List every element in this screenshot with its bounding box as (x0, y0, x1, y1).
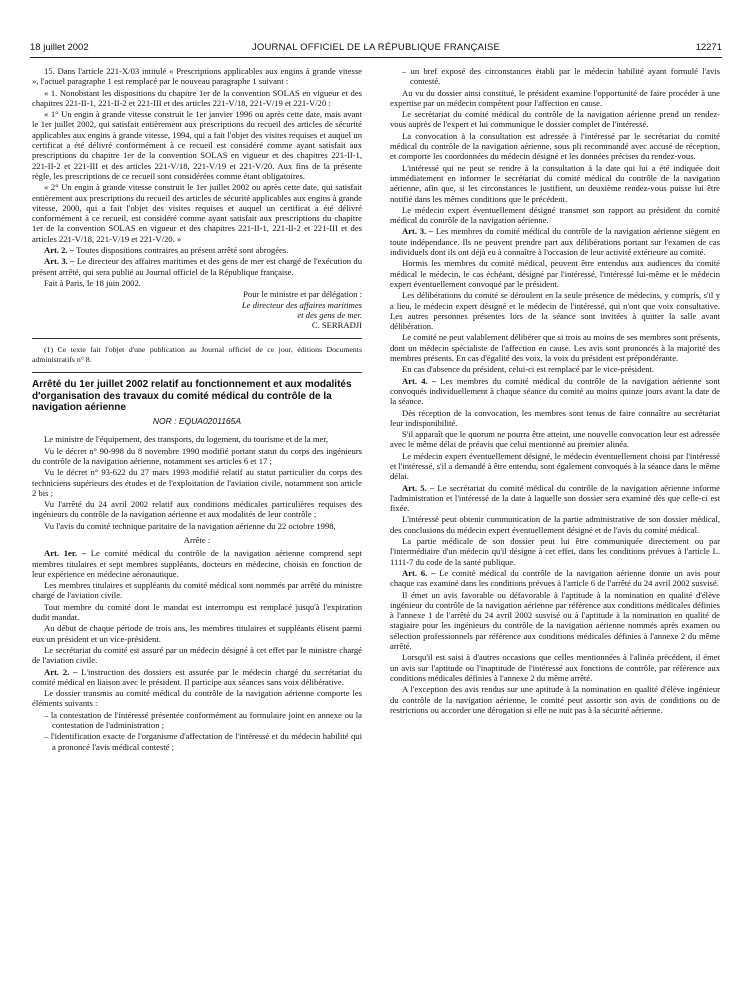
header-page-number: 12271 (695, 42, 722, 53)
paragraph: Vu le décret n° 93-622 du 27 mars 1993 modifié relatif au statut particulier du corps des techniciens supérieurs des études et de l'exploitation de l'aviation civile, notamment son article 2 bis ; (32, 467, 362, 498)
article-text: Les membres du comité médical du contrôle de la navigation aérienne siègent en toute indépendance. Ils ne peuvent prendre part aux délibérations portant sur l'examen de cas individuels dont ils ont déjà eu à connaître à l'occasion de leur activité extérieure au comité. (390, 226, 720, 258)
header-date: 18 juillet 2002 (30, 42, 89, 53)
paragraph: S'il apparaît que le quorum ne pourra être atteint, une nouvelle convocation leur est adressée avec le même délai de préavis que celui mentionné au premier alinéa. (390, 429, 720, 450)
paragraph: Les délibérations du comité se déroulent en la seule présence de médecins, y compris, s'il y a lieu, le médecin expert désigné et le médecin de l'intéressé, qui n'ont que voix consultative. Les autres personnes présentes lors de la séance sont invitées à quitter la salle avant délibération. (390, 290, 720, 332)
paragraph: L'intéressé peut obtenir communication de la partie administrative de son dossier médical, des conclusions du médecin expert éventuellement désigné et de l'avis du comité médical. (390, 514, 720, 535)
article-text: Le comité médical du contrôle de la navigation aérienne comprend sept membres titulaires et sept membres suppléants, docteurs en médecine, choisis en fonction de leur expérience en médecine aéronautique. (32, 548, 362, 579)
paragraph: A l'exception des avis rendus sur une aptitude à la nomination en qualité d'élève ingénieur du contrôle de la navigation aérienne, le comité peut assortir son avis de conditions ou de restrictions ou accorder une dérogation si elle ne nuit pas à la sécurité aérienne. (390, 684, 720, 715)
list-item: – la contestation de l'intéressé présentée conformément au formulaire joint en annexe ou la contestation de l'administration ; (44, 709, 362, 731)
article-label: Art. 1er. – (44, 548, 87, 559)
paragraph: Le secrétariat du comité est assuré par un médecin désigné à cet effet par le ministre chargé de l'aviation civile. (32, 644, 362, 666)
paragraph: Le ministre de l'équipement, des transports, du logement, du tourisme et de la mer, (44, 434, 329, 445)
paragraph: Vu l'arrêté du 24 avril 2002 relatif aux conditions médicales particulières requises des ingénieurs du contrôle de la navigation aérienne et aux modalités de leur contrôle ; (32, 499, 362, 520)
paragraph: Dès réception de la convocation, les membres sont tenus de faire connaître au secrétariat leur indisponibilité. (390, 407, 720, 428)
header-journal-title: JOURNAL OFFICIEL DE LA RÉPUBLIQUE FRANÇAISE (251, 42, 501, 53)
paragraph: Au vu du dossier ainsi constitué, le président examine l'opportunité de faire procéder à une expertise par un médecin compétent pour l'affection en cause. (390, 87, 720, 108)
article-text: Toutes dispositions contraires au présent arrêté sont abrogées. (74, 245, 289, 256)
header-rule (30, 57, 722, 58)
paragraph: Les membres titulaires et suppléants du comité médical sont nommés par arrêté du ministre chargé de l'aviation civile. (32, 580, 362, 601)
paragraph: Il émet un avis favorable ou défavorable à l'aptitude à la nomination en qualité d'élève ingénieur du contrôle de la navigation aérienne par référence aux conditions médicales définies à l'annexe 1 de l'arrêté du 24 avril 2002 susvisé ou à l'aptitude à la nomination en qualité de stagiaire pour les ingénieurs du contrôle de la navigation aérienne nommés après examen ou sélection professionnels par référence aux conditions médicales définies à l'annexe 2 du même arrêté. (390, 589, 720, 652)
nor-reference: NOR : EQUA0201165A (152, 416, 242, 427)
signature-name: C. SERRADJI (311, 320, 362, 331)
section-separator (32, 372, 362, 373)
article-5-decree (390, 483, 720, 514)
signature-line: et des gens de mer. (297, 309, 362, 320)
paragraph: Le médecin expert éventuellement désigné transmet son rapport au président du comité médical du contrôle de la navigation aérienne. (390, 204, 720, 226)
paragraph: Vu le décret n° 90-998 du 8 novembre 1990 modifié portant statut du corps des ingénieurs du contrôle de la navigation aérienne, notamment ses articles 6 et 17 ; (32, 445, 362, 466)
right-column (390, 66, 720, 981)
article-label: Art. 3. – (44, 256, 75, 267)
paragraph: Le secrétariat du comité médical du contrôle de la navigation aérienne prend un rendez-vous auprès de l'expert et lui communique le dossier complet de l'intéressé. (390, 109, 720, 130)
arrete-heading: Arrête : (183, 534, 211, 545)
paragraph: La convocation à la consultation est adressée à l'intéressé par le secrétariat du comité médical du contrôle de la navigation aérienne, sous pli recommandé avec accusé de réception, et comporte les coordonnées du médecin désigné et les données précises du rendez-vous. (390, 130, 720, 162)
paragraph: En cas d'absence du président, celui-ci est remplacé par le vice-président. (402, 364, 655, 375)
paragraph: Vu l'avis du comité technique paritaire de la navigation aérienne du 22 octobre 1998, (44, 520, 336, 531)
paragraph: Le dossier transmis au comité médical du contrôle de la navigation aérienne comporte les éléments suivants : (32, 688, 362, 709)
dossier-elements-list (32, 710, 362, 752)
paragraph: Hormis les membres du comité médical, peuvent être entendus aux audiences du comité médical le médecin, le cas échéant, désigné par l'intéressé, l'intéressé lui-même et le médecin expert éventuellement convoqué par le président. (390, 258, 720, 289)
paragraph: Le médecin expert éventuellement désigné, le médecin éventuellement choisi par l'intéressé et l'intéressé, s'il a demandé à être entendu, sont également convoqués à la séance dans le même délai. (390, 450, 720, 482)
article-text: Les membres du comité médical du contrôle de la navigation aérienne sont convoqués individuellement à chaque séance du comité au moins quinze jours avant la date de la séance. (390, 375, 720, 407)
article-text: Le secrétariat du comité médical du contrôle de la navigation aérienne informe l'administration et l'intéressé de la date à laquelle son dossier sera examiné dès que celle-ci est fixée. (390, 482, 720, 514)
article-4-decree (390, 376, 720, 407)
paragraph: L'intéressé qui ne peut se rendre à la consultation à la date qui lui a été indiquée doit immédiatement en informer le secrétariat du comité médical du contrôle de la navigation aérienne, afin que, si les circonstances le justifient, un deuxième rendez-vous puisse lui être notifié dans les mêmes conditions que le précédent. (390, 162, 720, 204)
article-6-decree (390, 568, 720, 589)
article-label: Art. 6. – (402, 567, 436, 578)
signature-line: Le directeur des affaires maritimes (241, 299, 362, 310)
article-3-decree (390, 226, 720, 257)
article-text: Le comité médical du contrôle de la navigation aérienne donne un avis pour chaque cas examiné dans les conditions prévues à l'article 6 de l'arrêté du 24 avril 2002 susvisé. (390, 567, 720, 589)
paragraph: Le comité ne peut valablement délibérer que si trois au moins de ses membres sont présents, dont un médecin spécialiste de l'affection en cause. Les avis sont prononcés à la majorité des membres présents. En cas d'égalité des voix, la voix du président est prépondérante. (390, 332, 720, 364)
left-column (32, 66, 362, 981)
page-header (30, 42, 722, 58)
footnote: (1) Ce texte fait l'objet d'une publication au Journal officiel de ce jour, éditions Documents administratifs n° 8. (32, 345, 362, 364)
article-text: Le directeur des affaires maritimes et des gens de mer est chargé de l'exécution du présent arrêté, qui sera publié au Journal officiel de la République française. (32, 256, 362, 277)
paragraph: 15. Dans l'article 221-X/03 intitulé « Prescriptions applicables aux engins à grande vitesse », l'actuel paragraphe 1 est remplacé par le nouveau paragraphe 1 suivant : (32, 66, 362, 87)
article-1 (32, 548, 362, 579)
article-3 (32, 256, 362, 277)
article-label: Art. 5. – (402, 482, 435, 493)
paragraph: Tout membre du comité dont le mandat est interrompu est remplacé jusqu'à l'expiration dudit mandat. (32, 601, 362, 623)
dossier-elements-list-continued (390, 66, 720, 87)
paragraph: « 2° Un engin à grande vitesse construit le 1er juillet 2002 ou après cette date, qui satisfait entièrement aux prescriptions du recueil des articles de sécurité applicables aux engins à grande vitesse, 2000, qui a fait l'objet des visites requises et auquel un certificat a été délivré conformément à ce recueil, est considéré comme ayant satisfait aux prescriptions du chapitre 1er de la convention SOLAS en vigueur et des chapitres 221-II-1, 221-II-2 et 221-III et des articles 221-V/18, 221-V/19 et 221-V/20. » (32, 182, 362, 244)
paragraph: Lorsqu'il est saisi à d'autres occasions que celles mentionnées à l'alinéa précédent, il émet un avis sur l'aptitude ou l'inaptitude de l'intéressé aux fonctions de contrôle, par référence aux conditions médicales définies à l'annexe 2 du même arrêté. (390, 652, 720, 683)
paragraph: La partie médicale de son dossier peut lui être communiquée directement ou par l'intermédiaire d'un médecin qu'il désigne à cet effet, dans les conditions prévues à l'article L. 1111-7 du code de la santé publique. (390, 536, 720, 567)
article-2 (32, 245, 362, 255)
article-label: Art. 2. – (44, 245, 75, 256)
article-label: Art. 3. – (402, 226, 434, 237)
footnote-separator (32, 338, 362, 339)
paragraph: Au début de chaque période de trois ans, les membres titulaires et suppléants élisent parmi eux un président et un vice-président. (32, 623, 362, 644)
list-item: – un bref exposé des circonstances établi par le médecin habilité ayant formulé l'avis contesté. (402, 66, 720, 87)
signature-line: Pour le ministre et par délégation : (243, 289, 362, 300)
article-2-decree (32, 667, 362, 688)
decree-title: Arrêté du 1er juillet 2002 relatif au fonctionnement et aux modalités d'organisation des travaux du comité médical du contrôle de la navigation aérienne (32, 379, 352, 414)
signature-place-date: Fait à Paris, le 18 juin 2002. (44, 277, 141, 288)
paragraph: « 1° Un engin à grande vitesse construit le 1er janvier 1996 ou après cette date, mais avant le 1er juillet 2002, qui satisfait entièrement aux prescriptions du recueil des articles de sécurité applicables aux engins à grande vitesse, 1994, qui a fait l'objet des visites requises et auquel un certificat a été délivré conformément à ce recueil est considéré comme ayant satisfait aux prescriptions du chapitre 1er de la convention SOLAS en vigueur et des chapitres 221-II-1, 221-II-2 et 221-III et des articles 221-V/18, 221-V/19 et 221-V/20. Aux fins de la présente règle, les prescriptions de ce recueil sont considérées comme étant obligatoires. (32, 109, 362, 181)
article-label: Art. 4. – (402, 375, 437, 386)
article-label: Art. 2. – (44, 666, 78, 677)
article-text: L'instruction des dossiers est assurée par le médecin chargé du secrétariat du comité médical en liaison avec le président. Il participe aux séances sans voix délibérative. (32, 666, 362, 687)
paragraph: « 1. Nonobstant les dispositions du chapitre 1er de la convention SOLAS en vigueur et des chapitres 221-II-1, 221-II-2 et 221-III et des articles 221-V/18, 221-V/19 et 221-V/20 : (32, 87, 362, 108)
list-item: – l'identification exacte de l'organisme d'affectation de l'intéressé et du médecin habilité qui a prononcé l'avis médical contesté ; (44, 731, 362, 752)
